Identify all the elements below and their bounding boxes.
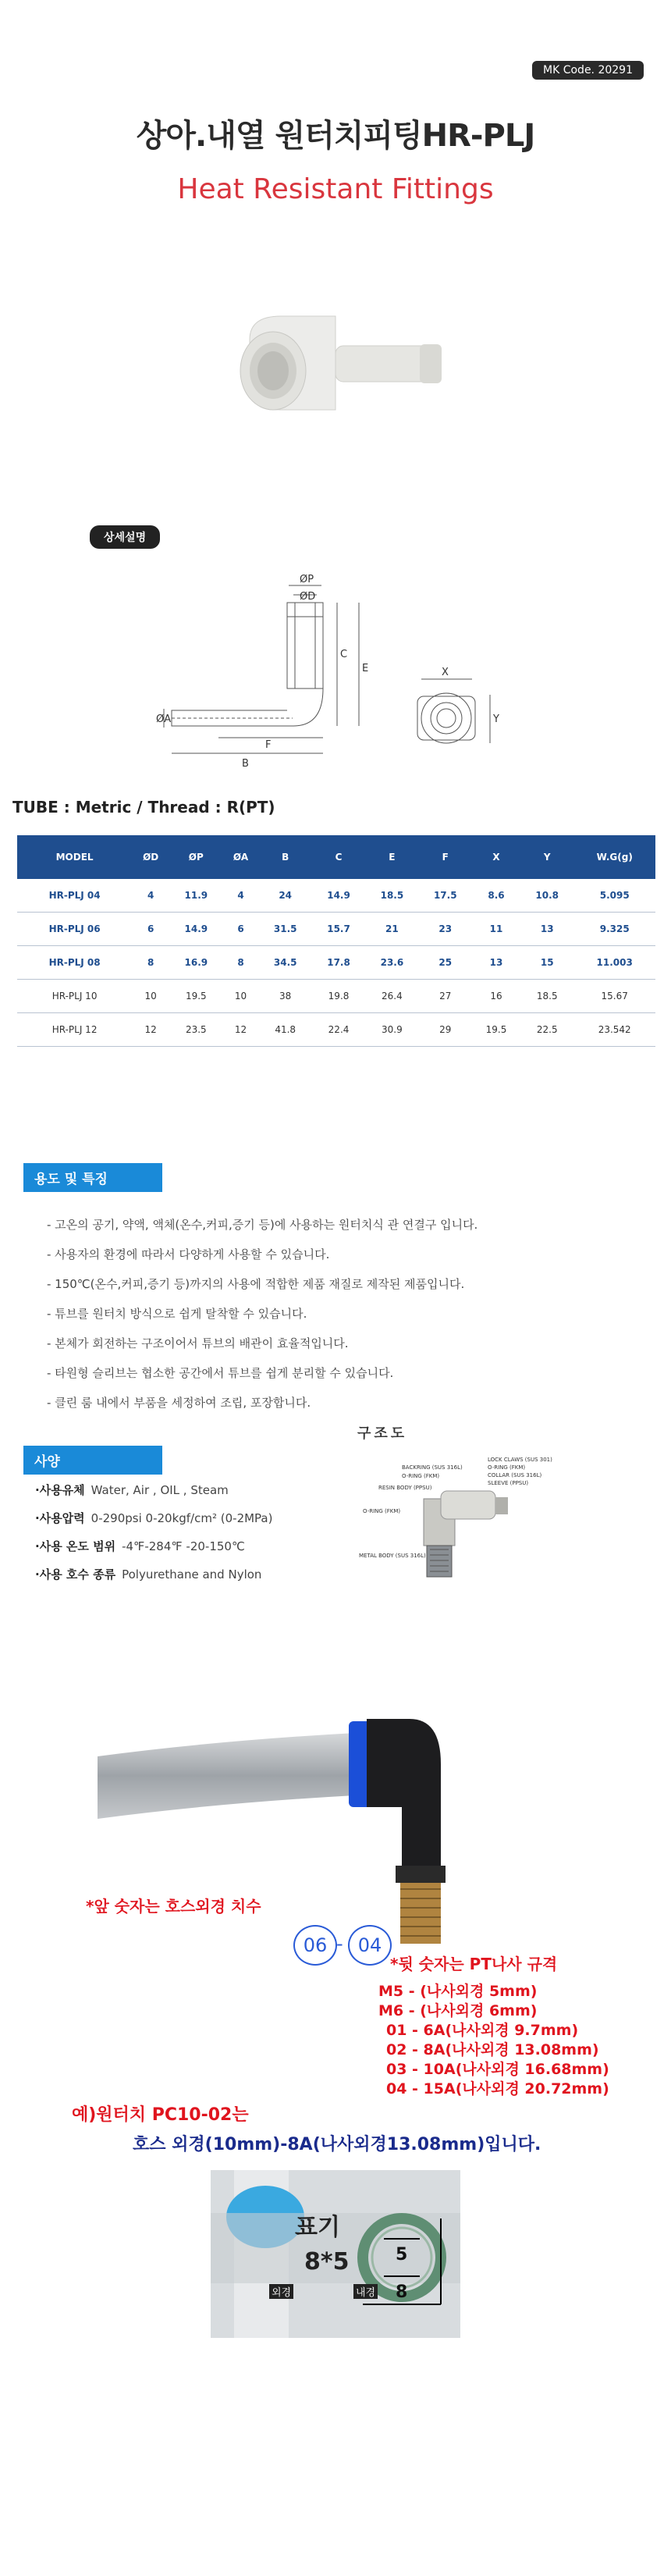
label-y: Y <box>493 713 499 725</box>
table-cell: 10.8 <box>520 879 573 913</box>
table-cell: 4 <box>222 879 258 913</box>
table-cell: 5.095 <box>573 879 655 913</box>
hose-mark-label: 8*5 <box>304 2248 350 2275</box>
table-cell: 10 <box>222 980 258 1013</box>
table-cell: 14.9 <box>169 913 222 946</box>
table-cell: 22.5 <box>520 1013 573 1047</box>
spec-label: ·사용유체 <box>35 1483 85 1497</box>
back-number-note: *뒷 숫자는 PT나사 규격 <box>390 1955 558 1973</box>
thread-spec-item: 04 - 15A(나사외경 20.72mm) <box>386 2080 609 2097</box>
table-cell: 11 <box>472 913 520 946</box>
table-cell: 16 <box>472 980 520 1013</box>
label-dd: ØD <box>300 591 316 603</box>
product-photo <box>218 293 460 433</box>
table-cell: 8.6 <box>472 879 520 913</box>
table-row <box>17 879 655 913</box>
structure-title: 구조도 <box>357 1425 408 1442</box>
table-header-cell: B <box>259 835 312 879</box>
label-x: X <box>442 667 449 678</box>
spec-row <box>35 1566 261 1582</box>
table-cell: 23.5 <box>169 1013 222 1047</box>
spec-label: ·사용 온도 범위 <box>35 1539 116 1553</box>
hose-size-circle: 06 <box>293 1925 337 1966</box>
table-cell: 23.6 <box>365 946 418 980</box>
table-cell: 31.5 <box>259 913 312 946</box>
table-cell: 15.7 <box>312 913 365 946</box>
feature-item: - 튜브를 원터치 방식으로 쉽게 탈착할 수 있습니다. <box>47 1307 307 1321</box>
table-cell: 12 <box>222 1013 258 1047</box>
feature-item: - 타원형 슬리브는 협소한 공간에서 튜브를 쉽게 분리할 수 있습니다. <box>47 1366 394 1380</box>
spec-label: ·사용압력 <box>35 1511 85 1525</box>
mk-code-badge: MK Code. 20291 <box>532 61 644 80</box>
table-cell: 30.9 <box>365 1013 418 1047</box>
table-header-cell: F <box>419 835 472 879</box>
struct-label-lock: LOCK CLAWS (SUS 301) <box>488 1457 552 1463</box>
table-cell: 41.8 <box>259 1013 312 1047</box>
table-cell: HR-PLJ 04 <box>17 879 132 913</box>
table-header-cell: W.G(g) <box>573 835 655 879</box>
table-header-row <box>17 835 655 879</box>
table-header-cell: Y <box>520 835 573 879</box>
struct-label-collar: COLLAR (SUS 316L) <box>488 1472 542 1478</box>
table-title: TUBE : Metric / Thread : R(PT) <box>12 798 275 817</box>
table-cell: 18.5 <box>365 879 418 913</box>
spec-table <box>17 835 655 1047</box>
spec-row <box>35 1482 229 1498</box>
table-cell: 38 <box>259 980 312 1013</box>
label-e: E <box>362 663 369 674</box>
front-number-note: *앞 숫자는 호스외경 치수 <box>86 1897 261 1916</box>
table-cell: 13 <box>472 946 520 980</box>
table-cell: 21 <box>365 913 418 946</box>
thread-spec-item: M6 - (나사외경 6mm) <box>378 2002 538 2019</box>
table-cell: 23 <box>419 913 472 946</box>
code-dash: - <box>336 1933 343 1955</box>
feature-item: - 본체가 회전하는 구조이어서 튜브의 배관이 효율적입니다. <box>47 1336 349 1350</box>
hose-pyogi-label: 표기 <box>295 2214 340 2241</box>
struct-label-sleeve: SLEEVE (PPSU) <box>488 1480 529 1486</box>
feature-item: - 고온의 공기, 약액, 액체(온수,커피,증기 등)에 사용하는 원터치식 관 연결구 입니다. <box>47 1218 478 1232</box>
table-cell: 12 <box>132 1013 169 1047</box>
table-cell: 15 <box>520 946 573 980</box>
label-b: B <box>242 758 249 770</box>
spec-value: -4℉-284℉ -20-150℃ <box>122 1539 245 1553</box>
table-cell: 23.542 <box>573 1013 655 1047</box>
table-row <box>17 946 655 980</box>
table-cell: 27 <box>419 980 472 1013</box>
table-cell: 29 <box>419 1013 472 1047</box>
table-cell: 16.9 <box>169 946 222 980</box>
spec-row <box>35 1538 245 1554</box>
table-cell: 26.4 <box>365 980 418 1013</box>
table-header-cell: ØP <box>169 835 222 879</box>
table-cell: 11.9 <box>169 879 222 913</box>
feature-item: - 클린 룸 내에서 부품을 세정하여 조립, 포장합니다. <box>47 1396 311 1410</box>
label-c: C <box>340 649 348 660</box>
table-cell: 9.325 <box>573 913 655 946</box>
table-row <box>17 980 655 1013</box>
spec-value: 0-290psi 0-20kgf/cm² (0-2MPa) <box>91 1511 273 1525</box>
thread-spec-item: 02 - 8A(나사외경 13.08mm) <box>386 2041 599 2058</box>
features-title: 용도 및 특징 <box>23 1163 162 1192</box>
table-header-cell: ØA <box>222 835 258 879</box>
table-header-cell: X <box>472 835 520 879</box>
label-da: ØA <box>156 713 172 725</box>
label-dp: ØP <box>300 574 314 585</box>
spec-label: ·사용 호수 종류 <box>35 1567 116 1582</box>
table-cell: 15.67 <box>573 980 655 1013</box>
table-body <box>17 879 655 1047</box>
spec-row <box>35 1510 272 1526</box>
example-line-2: 호스 외경(10mm)-8A(나사외경13.08mm)입니다. <box>133 2135 541 2154</box>
table-header-cell: ØD <box>132 835 169 879</box>
table-cell: 19.5 <box>472 1013 520 1047</box>
table-cell: 14.9 <box>312 879 365 913</box>
feature-item: - 150℃(온수,커피,증기 등)까지의 사용에 적합한 제품 재질로 제작된 제품입니다. <box>47 1277 465 1291</box>
product-subtitle: Heat Resistant Fittings <box>177 173 494 205</box>
feature-item: - 사용자의 환경에 따라서 다양하게 사용할 수 있습니다. <box>47 1247 330 1261</box>
hose-n8: 8 <box>396 2282 408 2302</box>
table-cell: 18.5 <box>520 980 573 1013</box>
table-cell: 6 <box>222 913 258 946</box>
struct-label-oring3: O-RING (FKM) <box>488 1464 526 1471</box>
hose-inner-label: 내경 <box>353 2284 378 2299</box>
table-header-cell: MODEL <box>17 835 132 879</box>
struct-label-backring: BACKRING (SUS 316L) <box>402 1464 463 1471</box>
hose-n5: 5 <box>396 2245 408 2265</box>
structure-diagram <box>355 1452 558 1589</box>
table-row <box>17 913 655 946</box>
table-row <box>17 1013 655 1047</box>
table-cell: 4 <box>132 879 169 913</box>
dimension-drawing <box>156 570 515 781</box>
table-header-cell: E <box>365 835 418 879</box>
table-cell: 19.5 <box>169 980 222 1013</box>
spec-value: Polyurethane and Nylon <box>122 1567 262 1582</box>
table-cell: 10 <box>132 980 169 1013</box>
thread-spec-item: M5 - (나사외경 5mm) <box>378 1983 538 2000</box>
table-cell: 13 <box>520 913 573 946</box>
table-cell: 24 <box>259 879 312 913</box>
example-line-1: 예)원터치 PC10-02는 <box>72 2105 249 2125</box>
table-cell: 6 <box>132 913 169 946</box>
table-cell: 25 <box>419 946 472 980</box>
specs-title: 사양 <box>23 1446 162 1475</box>
struct-label-metal: METAL BODY (SUS 316L) <box>359 1553 426 1559</box>
struct-label-oring2: O-RING (FKM) <box>363 1508 401 1514</box>
table-cell: 19.8 <box>312 980 365 1013</box>
product-title: 상아.내열 원터치피팅HR-PLJ <box>136 118 535 154</box>
table-cell: 11.003 <box>573 946 655 980</box>
table-cell: 17.8 <box>312 946 365 980</box>
detail-label: 상세설명 <box>90 525 160 549</box>
struct-label-resin: RESIN BODY (PPSU) <box>378 1485 432 1491</box>
table-cell: HR-PLJ 10 <box>17 980 132 1013</box>
table-cell: 8 <box>222 946 258 980</box>
table-cell: HR-PLJ 06 <box>17 913 132 946</box>
thread-spec-item: 03 - 10A(나사외경 16.68mm) <box>386 2061 609 2078</box>
hose-outer-label: 외경 <box>269 2284 293 2299</box>
table-cell: HR-PLJ 08 <box>17 946 132 980</box>
thread-spec-item: 01 - 6A(나사외경 9.7mm) <box>386 2022 579 2039</box>
table-cell: 17.5 <box>419 879 472 913</box>
thread-size-circle: 04 <box>348 1925 392 1966</box>
struct-label-oring1: O-RING (FKM) <box>402 1473 440 1479</box>
label-f: F <box>265 739 272 751</box>
table-cell: 8 <box>132 946 169 980</box>
table-cell: 34.5 <box>259 946 312 980</box>
table-header-cell: C <box>312 835 365 879</box>
spec-value: Water, Air , OIL , Steam <box>91 1483 229 1497</box>
hose-marking-photo <box>211 2170 460 2338</box>
table-cell: 22.4 <box>312 1013 365 1047</box>
table-cell: HR-PLJ 12 <box>17 1013 132 1047</box>
